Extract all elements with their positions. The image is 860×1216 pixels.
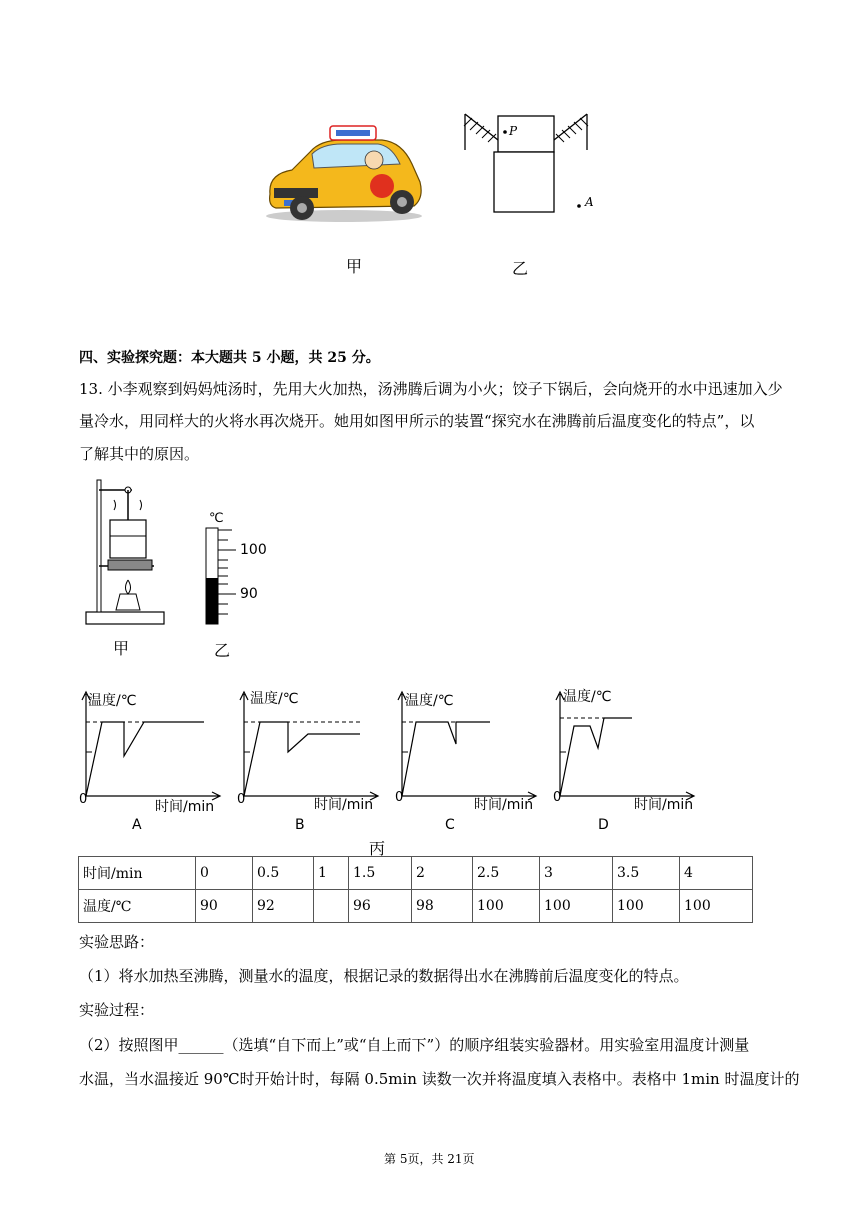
graphs-caption: 丙 <box>369 839 386 858</box>
table-cell: 100 <box>680 890 753 923</box>
graph-b-origin: 0 <box>237 792 246 807</box>
temperature-table <box>78 856 753 923</box>
point-p-label: P <box>509 124 518 138</box>
thinking-item-1: （1）将水加热至沸腾，测量水的温度，根据记录的数据得出水在沸腾前后温度变化的特点。 <box>79 967 689 985</box>
table-cell: 0 <box>196 857 253 890</box>
thermometer-tick-100: 100 <box>240 542 267 558</box>
table-row <box>79 857 753 890</box>
thermometer-scale <box>202 508 272 628</box>
process-item-2-line1: （2）按照图甲______（选填“自下而上”或“自上而下”）的顺序组装实验器材。用实验室用温度计测量 <box>79 1036 750 1054</box>
thinking-title: 实验思路： <box>79 933 155 951</box>
graph-b-xlabel: 时间/min <box>314 797 374 813</box>
table-row <box>79 890 753 923</box>
process-title: 实验过程： <box>79 1001 155 1019</box>
thermometer-tick-90: 90 <box>240 586 258 602</box>
graph-d-origin: 0 <box>553 790 562 805</box>
box-diagram <box>460 100 600 220</box>
graph-a-ylabel: 温度/℃ <box>88 693 137 709</box>
thermometer-label: 乙 <box>214 641 231 660</box>
table-cell: 2 <box>412 857 473 890</box>
graph-c-origin: 0 <box>395 790 404 805</box>
graph-a-origin: 0 <box>79 792 88 807</box>
table-cell: 3 <box>540 857 613 890</box>
process-item-2-line2: 水温，当水温接近 90℃时开始计时，每隔 0.5min 读数一次并将温度填入表格中。表格中 1min 时温度计的 <box>79 1070 800 1088</box>
table-cell: 4 <box>680 857 753 890</box>
graph-d-ylabel: 温度/℃ <box>563 689 612 705</box>
graph-a-label: A <box>132 817 142 833</box>
apparatus-label: 甲 <box>113 639 130 658</box>
table-cell: 90 <box>196 890 253 923</box>
table-cell: 3.5 <box>613 857 680 890</box>
box-figure-label: 乙 <box>512 259 529 278</box>
table-cell: 98 <box>412 890 473 923</box>
q13-intro-line2: 量冷水，用同样大的火将水再次烧开。她用如图甲所示的装置“探究水在沸腾前后温度变化的特点”，以 <box>79 412 755 430</box>
table-cell: 100 <box>613 890 680 923</box>
graph-c-ylabel: 温度/℃ <box>405 693 454 709</box>
graph-a-xlabel: 时间/min <box>155 799 215 815</box>
table-cell: 100 <box>540 890 613 923</box>
page-number: 第 5页，共 21页 <box>384 1152 475 1166</box>
table-cell: 96 <box>349 890 412 923</box>
table-cell: 0.5 <box>253 857 314 890</box>
graph-b-label: B <box>295 817 305 833</box>
table-cell: 时间/min <box>79 857 196 890</box>
table-cell: 1 <box>314 857 349 890</box>
table-cell: 2.5 <box>473 857 540 890</box>
thermometer-unit: ℃ <box>209 511 224 526</box>
q13-intro-line1: 13. 小李观察到妈妈炖汤时，先用大火加热，汤沸腾后调为小火；饺子下锅后，会向烧开的水中迅速加入少 <box>79 380 783 398</box>
section-title: 四、实验探究题：本大题共 5 小题，共 25 分。 <box>79 350 380 366</box>
car-figure-label: 甲 <box>346 257 363 276</box>
graph-d-xlabel: 时间/min <box>634 797 694 813</box>
table-cell: 100 <box>473 890 540 923</box>
table-cell: 温度/℃ <box>79 890 196 923</box>
table-cell: 1.5 <box>349 857 412 890</box>
graph-c-xlabel: 时间/min <box>474 797 534 813</box>
car-illustration <box>262 112 427 224</box>
graph-b-ylabel: 温度/℃ <box>250 691 299 707</box>
q13-intro-line3: 了解其中的原因。 <box>79 445 200 463</box>
table-cell <box>314 890 349 923</box>
table-cell: 92 <box>253 890 314 923</box>
graph-d-label: D <box>598 817 609 833</box>
heating-apparatus <box>84 476 169 628</box>
graph-c-label: C <box>445 817 455 833</box>
point-a-label: A <box>585 195 594 209</box>
